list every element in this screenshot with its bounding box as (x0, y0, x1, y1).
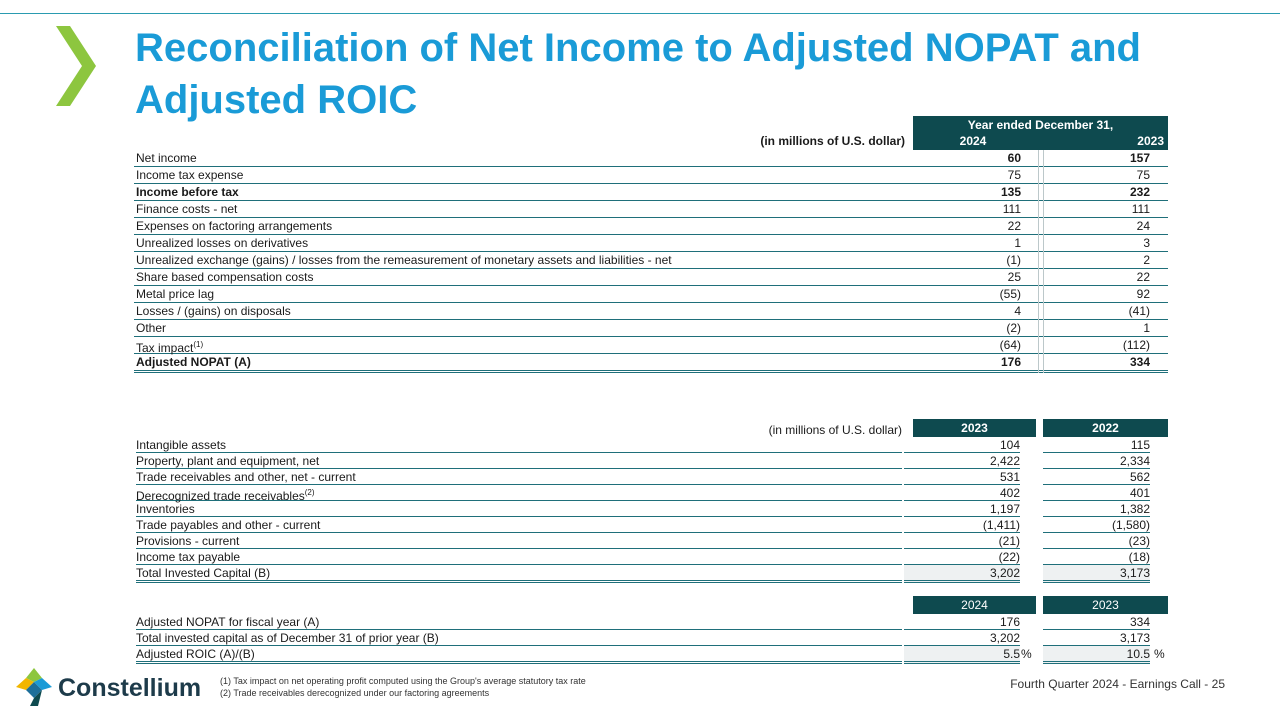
value-col-1: (1) (1006, 253, 1021, 267)
span-header: Year ended December 31, (967, 118, 1114, 132)
row-label-text: Income tax payable (136, 550, 241, 564)
value-col-2: 232 (1129, 185, 1150, 199)
value-col-1: 1,197 (904, 501, 1020, 517)
value-col-2: 92 (1136, 287, 1150, 301)
row-label-text: Metal price lag (136, 287, 215, 301)
row-label (136, 533, 902, 549)
invested-capital-table (134, 419, 1168, 581)
footnote-1: (1) Tax impact on net operating profit computed using the Group's average statutory tax rate (220, 676, 586, 686)
value-col-1: 176 (1000, 355, 1021, 369)
table-row (134, 646, 1168, 662)
col-header-1: 2024 (959, 134, 987, 148)
value-col-1: 104 (904, 437, 1020, 453)
brand-name: Constellium (58, 674, 202, 702)
value-col-1: (21) (904, 533, 1020, 549)
capital-header (134, 419, 1168, 437)
value-col-1: 22 (1007, 219, 1021, 233)
row-label-text: Income before tax (136, 185, 239, 199)
row-label (136, 614, 902, 630)
value-col-2: 562 (1043, 469, 1150, 485)
row-label (136, 437, 902, 453)
top-rule (0, 13, 1280, 14)
row-label (136, 646, 902, 664)
table-row (134, 614, 1168, 630)
value-col-2: 75 (1136, 168, 1150, 182)
row-label (136, 201, 237, 217)
col-header-2: 2023 (1137, 134, 1164, 148)
row-label-text: Trade payables and other - current (136, 518, 321, 532)
value-col-1: 402 (904, 485, 1020, 501)
value-col-1: 25 (1007, 270, 1021, 284)
row-label (136, 184, 239, 200)
value-col-2: 1,382 (1043, 501, 1150, 517)
row-label (136, 269, 313, 285)
row-label-text: Unrealized exchange (gains) / losses from the remeasurement of monetary assets and liabilities - net (136, 253, 672, 267)
value-col-1: (55) (999, 287, 1021, 301)
roic-table (134, 596, 1168, 662)
value-col-2: (23) (1043, 533, 1150, 549)
table-row (134, 453, 1168, 469)
row-label-text: Provisions - current (136, 534, 240, 548)
table-row (134, 184, 1168, 201)
col-header-1: 2023 (913, 419, 1036, 437)
percent-sign: % (1021, 647, 1032, 661)
table-row (134, 252, 1168, 269)
row-label-text: Property, plant and equipment, net (136, 454, 320, 468)
value-col-2: 334 (1129, 355, 1150, 369)
row-label-text: Inventories (136, 502, 195, 516)
row-label (136, 167, 243, 183)
row-label (136, 549, 902, 565)
footnote-ref: (1) (193, 340, 204, 349)
value-col-2: 157 (1129, 151, 1150, 165)
value-col-2: 3,173 (1043, 565, 1150, 583)
table-row (134, 337, 1168, 354)
table-row (134, 286, 1168, 303)
chevron-logo-icon (52, 24, 102, 108)
row-label (136, 501, 902, 517)
value-col-1: 111 (1002, 202, 1021, 216)
value-col-2: 2,334 (1043, 453, 1150, 469)
value-col-2: 24 (1136, 219, 1150, 233)
row-label-text: Adjusted NOPAT (A) (136, 355, 251, 369)
nopat-table (134, 116, 1168, 373)
row-label (136, 235, 308, 251)
row-label-text: Income tax expense (136, 168, 244, 182)
table-row (134, 167, 1168, 184)
value-col-2: 334 (1043, 614, 1150, 630)
col-header-1: 2024 (913, 596, 1036, 614)
value-col-2: 401 (1043, 485, 1150, 501)
table-row (134, 201, 1168, 218)
table-row (134, 565, 1168, 581)
value-col-1: 531 (904, 469, 1020, 485)
row-label (136, 303, 291, 319)
row-label (136, 320, 166, 336)
constellium-logo-icon (16, 668, 52, 706)
value-col-1: 4 (1014, 304, 1021, 318)
row-label (136, 565, 902, 583)
value-col-1: 3,202 (904, 565, 1020, 583)
value-col-1: (64) (999, 338, 1021, 352)
table-row (134, 150, 1168, 167)
value-col-1: 1 (1014, 236, 1021, 250)
value-col-2: 3 (1143, 236, 1150, 250)
value-col-2: 115 (1043, 437, 1150, 453)
page-info: Fourth Quarter 2024 - Earnings Call - 25 (1010, 677, 1225, 691)
table-row (134, 630, 1168, 646)
row-label (136, 485, 902, 501)
table-row (134, 549, 1168, 565)
capital-rows (134, 437, 1168, 581)
table-row (134, 501, 1168, 517)
header-band (913, 116, 1168, 150)
value-col-1: 176 (904, 614, 1020, 630)
value-col-2: (18) (1043, 549, 1150, 565)
row-label (136, 453, 902, 469)
row-label (136, 517, 902, 533)
unit-label: (in millions of U.S. dollar) (760, 134, 905, 148)
value-col-1: 60 (1007, 151, 1021, 165)
nopat-rows (134, 150, 1168, 373)
roic-header (134, 596, 1168, 614)
table-row (134, 469, 1168, 485)
value-col-2: 22 (1136, 270, 1150, 284)
table-row (134, 485, 1168, 501)
footnotes (220, 675, 586, 699)
row-label-text: Trade receivables and other, net - current (136, 470, 356, 484)
row-label-text: Adjusted NOPAT for fiscal year (A) (136, 615, 320, 629)
value-col-1: (1,411) (904, 517, 1020, 533)
value-col-1: 2,422 (904, 453, 1020, 469)
value-col-2: 1 (1143, 321, 1150, 335)
row-label-text: Intangible assets (136, 438, 227, 452)
value-col-1: 135 (1000, 185, 1021, 199)
page-title: Reconciliation of Net Income to Adjusted NOPAT and Adjusted ROIC (135, 26, 1141, 122)
roic-rows (134, 614, 1168, 662)
unit-label: (in millions of U.S. dollar) (768, 423, 902, 437)
row-label (136, 286, 214, 302)
value-col-2: (1,580) (1043, 517, 1150, 533)
table-row (134, 218, 1168, 235)
value-col-1: 3,202 (904, 630, 1020, 646)
value-col-2: 10.5 (1043, 646, 1150, 664)
table-row (134, 437, 1168, 453)
value-col-2: (112) (1122, 338, 1150, 352)
row-label-text: Adjusted ROIC (A)/(B) (136, 647, 255, 661)
value-col-1: (22) (904, 549, 1020, 565)
value-col-2: 111 (1131, 202, 1150, 216)
row-label-text: Share based compensation costs (136, 270, 314, 284)
row-label-text: Tax impact (136, 341, 194, 355)
row-label-text: Other (136, 321, 167, 335)
table-row (134, 269, 1168, 286)
row-label-text: Losses / (gains) on disposals (136, 304, 291, 318)
table-row (134, 354, 1168, 373)
table-row (134, 533, 1168, 549)
row-label-text: Total invested capital as of December 31 of prior year (B) (136, 631, 439, 645)
value-col-2: (41) (1128, 304, 1150, 318)
value-col-2: 2 (1143, 253, 1150, 267)
value-col-1: 5.5 (904, 646, 1020, 664)
percent-sign: % (1154, 647, 1165, 661)
value-col-1: 75 (1007, 168, 1021, 182)
row-label-text: Expenses on factoring arrangements (136, 219, 333, 233)
row-label-text: Total Invested Capital (B) (136, 566, 271, 580)
row-label-text: Derecognized trade receivables (136, 489, 305, 503)
row-label-text: Net income (136, 151, 197, 165)
column-divider (1043, 150, 1044, 373)
row-label-text: Finance costs - net (136, 202, 238, 216)
column-divider (1038, 150, 1039, 373)
row-label (136, 218, 332, 234)
value-col-2: 3,173 (1043, 630, 1150, 646)
footnote-ref: (2) (304, 488, 315, 497)
col-header-2: 2023 (1043, 596, 1168, 614)
row-label (136, 354, 251, 370)
value-col-1: (2) (1006, 321, 1021, 335)
table-row (134, 235, 1168, 252)
row-label (136, 469, 902, 485)
footnote-2: (2) Trade receivables derecognized under our factoring agreements (220, 688, 490, 698)
table-row (134, 517, 1168, 533)
nopat-header (134, 116, 1168, 150)
table-row (134, 303, 1168, 320)
row-label-text: Unrealized losses on derivatives (136, 236, 309, 250)
row-label (136, 630, 902, 646)
row-label (136, 252, 672, 268)
row-label (136, 150, 197, 166)
table-row (134, 320, 1168, 337)
col-header-2: 2022 (1043, 419, 1168, 437)
